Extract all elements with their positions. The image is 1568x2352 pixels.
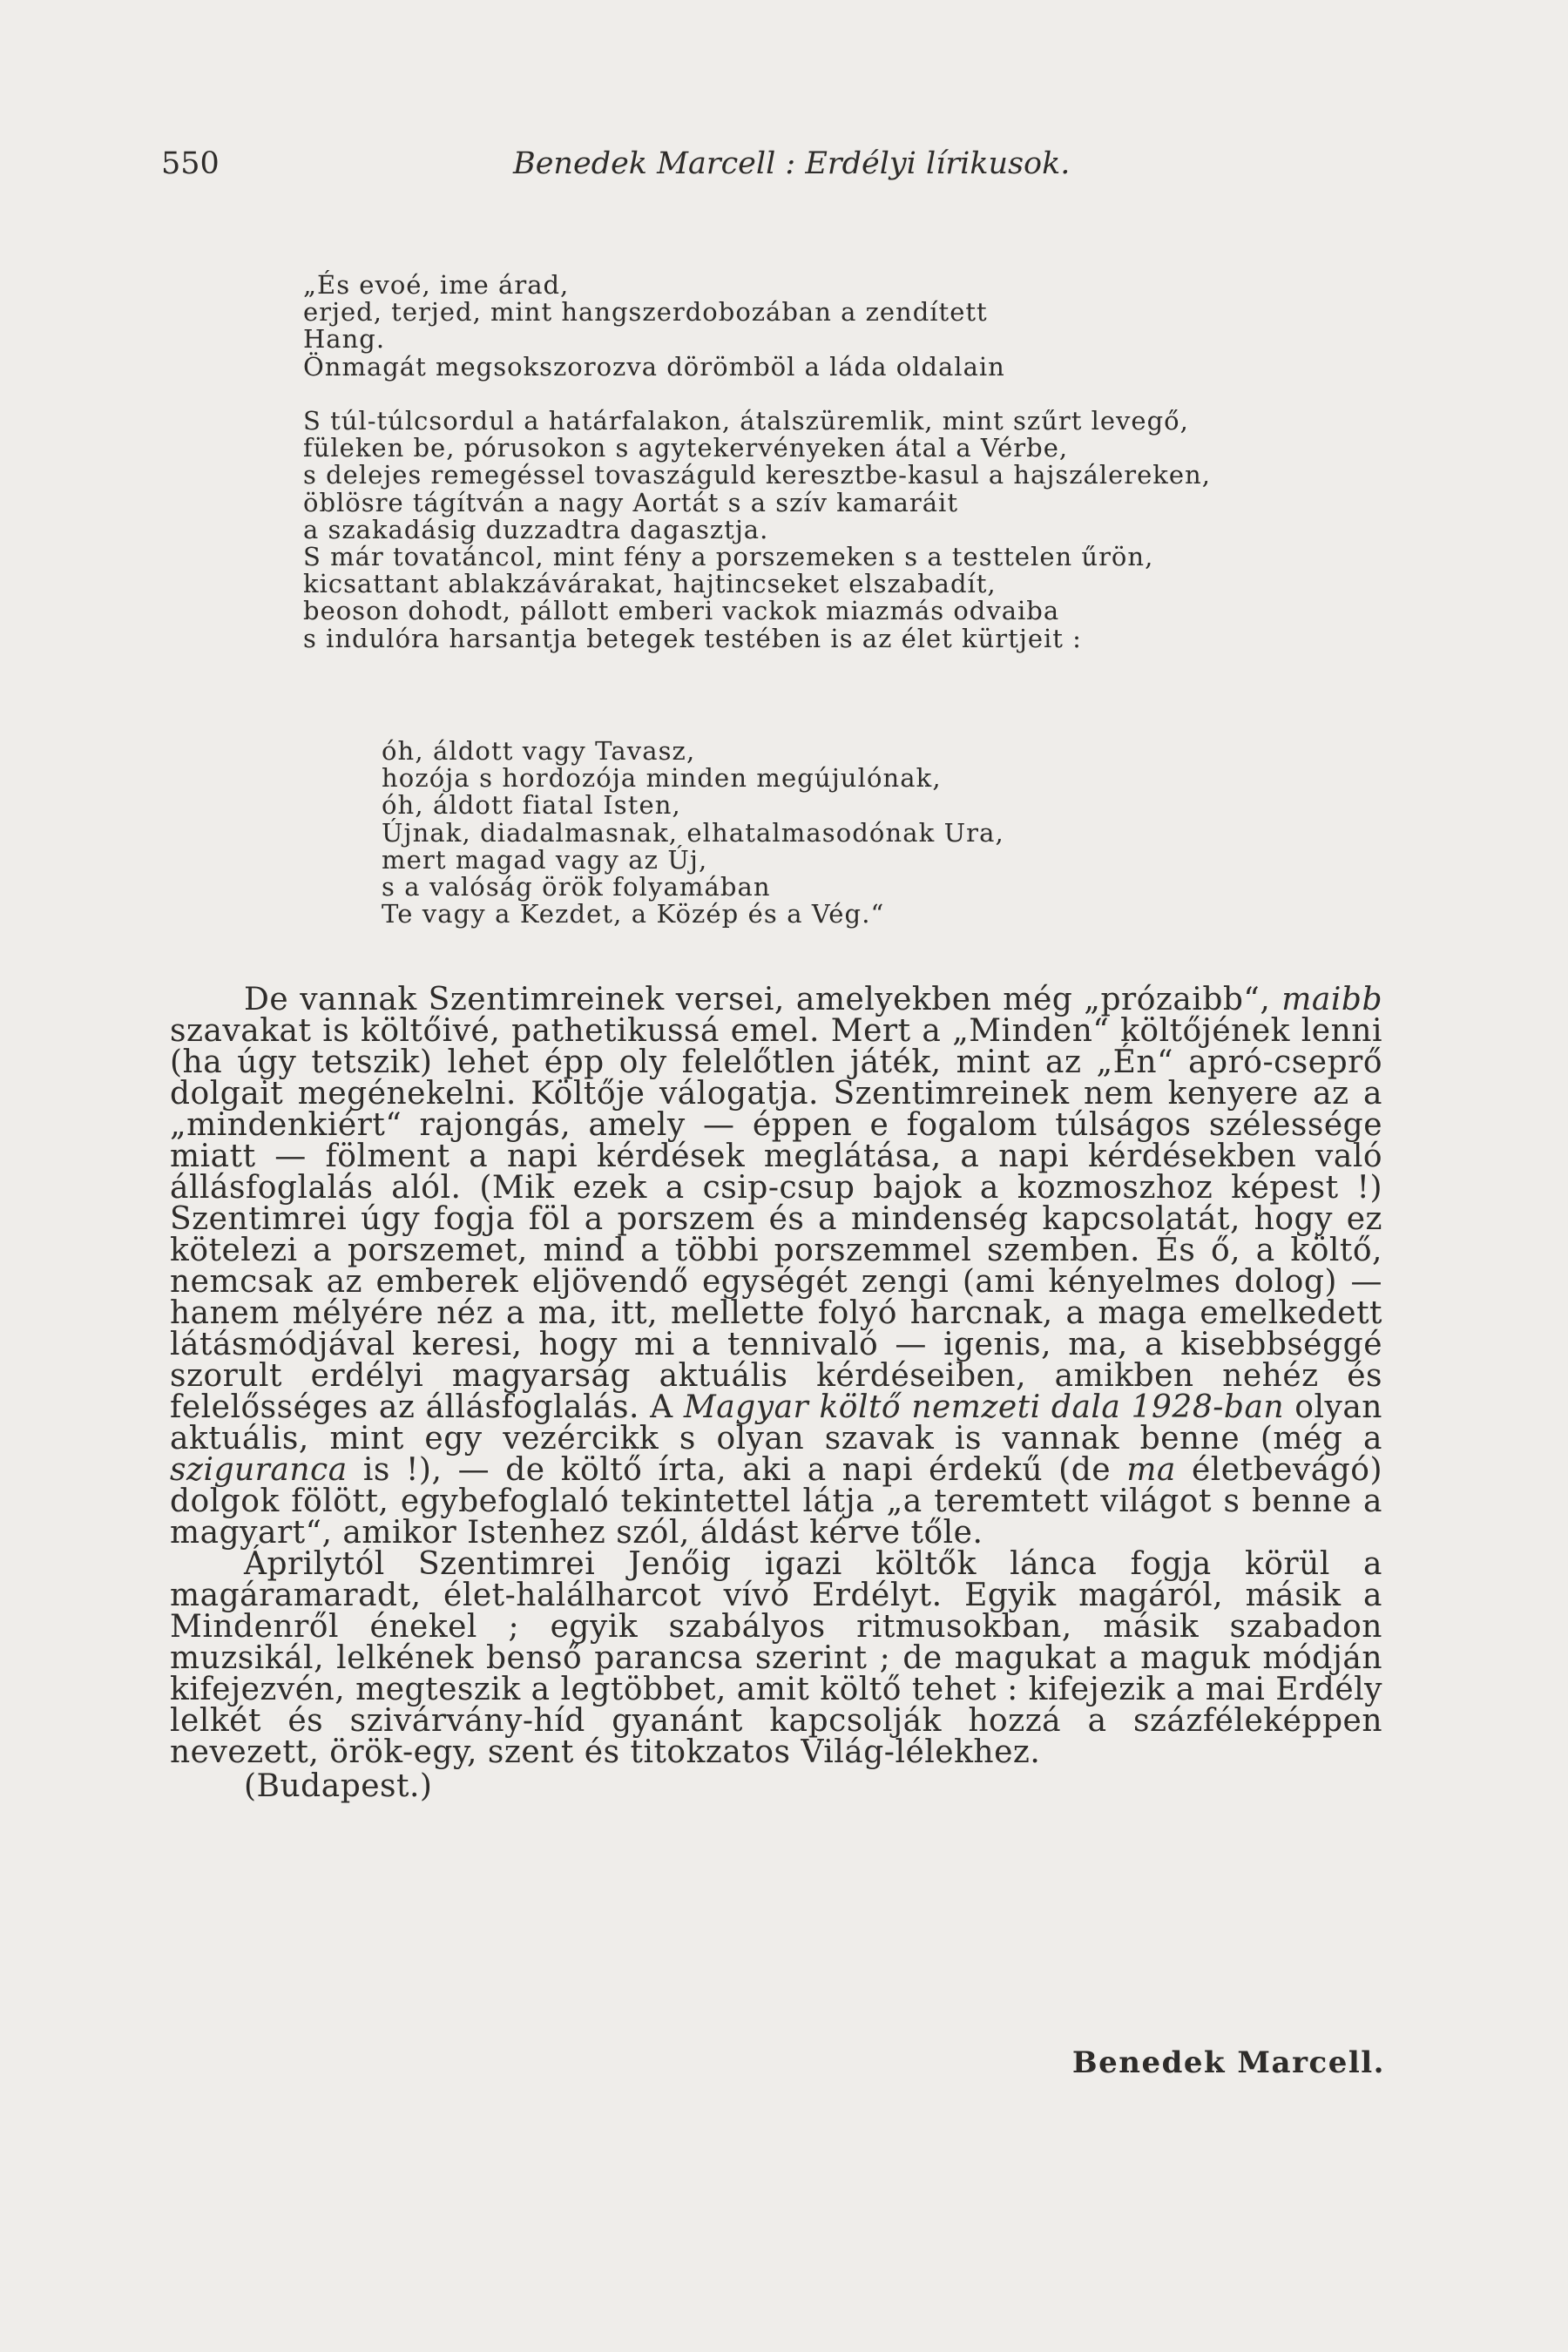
- poem-line: Te vagy a Kezdet, a Közép és a Vég.“: [382, 899, 885, 929]
- poem-line: erjed, terjed, mint hangszerdobozában a zendített: [303, 297, 988, 328]
- poem-line: öblösre tágítván a nagy Aortát s a szív kamaráit: [303, 487, 958, 517]
- poem-line: óh, áldott fiatal Isten,: [382, 790, 681, 821]
- running-title: Benedek Marcell : Erdélyi lírikusok.: [513, 146, 1071, 181]
- place-line: (Budapest.): [244, 1768, 433, 1804]
- prose-body: [170, 984, 1382, 1802]
- poem-line: „És evoé, ime árad,: [303, 270, 570, 300]
- page-number: 550: [161, 146, 220, 181]
- page-header: [161, 146, 1394, 190]
- poem-line: óh, áldott vagy Tavasz,: [382, 736, 696, 766]
- poem-line: s delejes remegéssel tovaszáguld keresztbe-kasul a hajszálereken,: [303, 460, 1211, 490]
- poem-line: s a valóság örök folyamában: [382, 872, 771, 902]
- poem-line: kicsattant ablakzávárakat, hajtincseket elszabadít,: [303, 569, 997, 599]
- poem-line: a szakadásig duzzadtra dagasztja.: [303, 514, 769, 544]
- poem-block: [303, 272, 1211, 652]
- poem-line: Újnak, diadalmasnak, elhatalmasodónak Ura,: [382, 817, 1004, 848]
- poem-line: füleken be, pórusokon s agytekervényeken átal a Vérbe,: [303, 433, 1069, 463]
- poem-line: hozója s hordozója minden megújulónak,: [382, 763, 942, 794]
- poem-line: beoson dohodt, pállott emberi vackok miazmás odvaiba: [303, 596, 1060, 626]
- author-signature: Benedek Marcell.: [1071, 2045, 1385, 2080]
- poem-indented-block: [382, 738, 1004, 928]
- poem-line: s indulóra harsantja betegek testében is az élet kürtjeit :: [303, 623, 1082, 653]
- poem-line: Hang.: [303, 324, 386, 355]
- poem-line: mert magad vagy az Új,: [382, 844, 708, 875]
- poem-line: Önmagát megsokszorozva dörömböl a láda oldalain: [303, 351, 1005, 382]
- paragraph: Áprilytól Szentimrei Jenőig igazi költők lánca fogja körül a magáramaradt, élet-halálharcot vívó Erdélyt. Egyik magáról, másik a Mindenről énekel ; egyik szabályos ritmusokban, másik szabadon muzsikál, lelkének benső parancsa szerint ; de magukat a maguk módján kifejezvén, megteszik a legtöbbet, amit költő tehet : kifejezik a mai Erdély lelkét és szivárvány-híd gyanánt kapcsolják hozzá a százféleképpen nevezett, örök-egy, szent és titokzatos Világ-lélekhez.: [170, 1546, 1382, 1770]
- stanza-gap: [303, 381, 1211, 408]
- poem-line: S már tovatáncol, mint fény a porszemeken s a testtelen űrön,: [303, 542, 1154, 572]
- paragraph: De vannak Szentimreinek versei, amelyekben még „prózaibb“, maibb szavakat is költőivé, pathetikussá emel. Mert a „Minden“ költőjének lenni (ha úgy tetszik) lehet épp oly felelőtlen játék, mint az „Én“ apró-cseprő dolgait megénekelni. Költője válogatja. Szentimreinek nem kenyere az a „mindenkiért“ rajongás, amely — éppen e fogalom túlságos szélessége miatt — fölment a napi kérdések meglátása, a napi kérdésekben való állásfoglalás alól. (Mik ezek a csip-csup bajok a kozmoszhoz képest !) Szentimrei úgy fogja föl a porszem és a mindenség kapcsolatát, hogy ez kötelezi a porszemet, mind a többi porszemmel szemben. És ő, a költő, nemcsak az emberek eljövendő egységét zengi (ami kényelmes dolog) — hanem mélyére néz a ma, itt, mellette folyó harcnak, a maga emelkedett látásmódjával keresi, hogy mi a tennivaló — igenis, ma, a kisebbséggé szorult erdélyi magyarság aktuális kérdéseiben, amikben nehéz és felelősséges az állásfoglalás. A Magyar költő nemzeti dala 1928-ban olyan aktuális, mint egy vezércikk s olyan szavak is vannak benne (még a sziguranca is !), — de költő írta, aki a napi érdekű (de ma életbevágó) dolgok fölött, egybefoglaló tekintettel látja „a teremtett világot s benne a magyart“, amikor Istenhez szól, áldást kérve tőle.: [170, 982, 1382, 1551]
- poem-line: S túl-túlcsordul a határfalakon, átalszüremlik, mint szűrt levegő,: [303, 406, 1189, 436]
